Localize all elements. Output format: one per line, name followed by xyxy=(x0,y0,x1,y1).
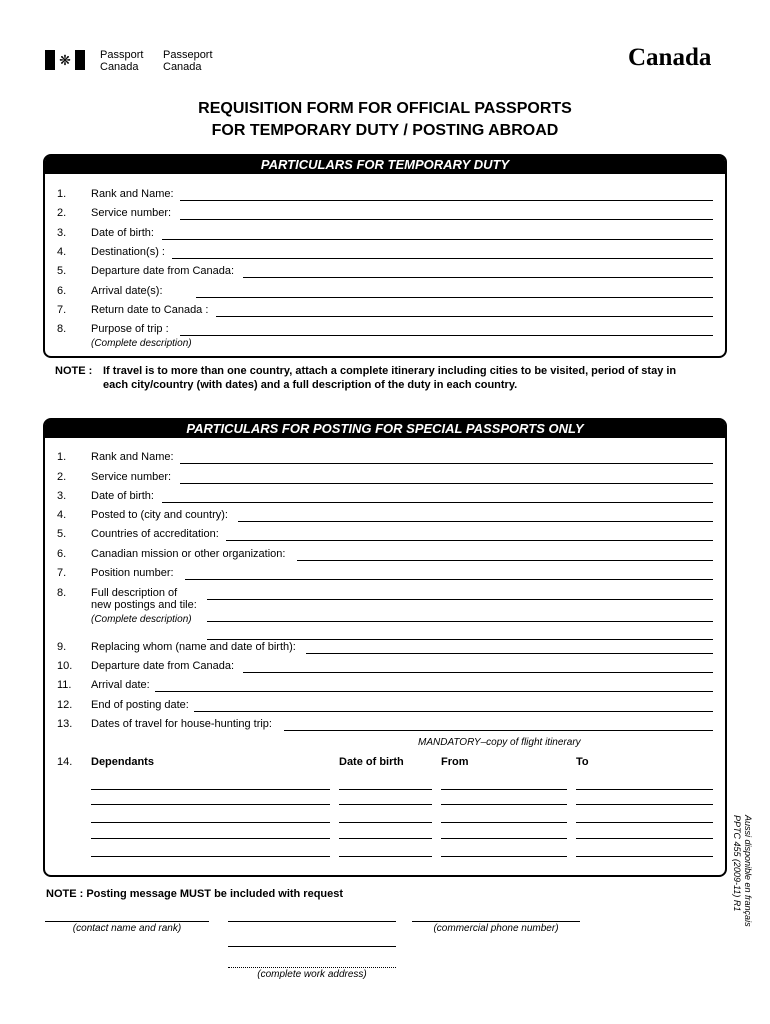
post-item-number: 2. xyxy=(57,471,67,483)
address-caption: (complete work address) xyxy=(257,969,367,980)
dependant-from-line[interactable] xyxy=(441,804,567,805)
post-item-number: 7. xyxy=(57,567,67,579)
post-item-input-line[interactable] xyxy=(162,502,713,503)
post-item-number: 9. xyxy=(57,641,67,653)
dependant-to-line[interactable] xyxy=(576,789,713,790)
td-item-number: 3. xyxy=(57,227,67,239)
mandatory-note: MANDATORY–copy of flight itinerary xyxy=(418,737,581,748)
td-item-number: 7. xyxy=(57,304,67,316)
canada-wordmark: Canada xyxy=(628,44,712,71)
post-item-label: Position number: xyxy=(91,567,174,579)
td-item-input-line[interactable] xyxy=(180,335,713,336)
post-item-input-line[interactable] xyxy=(180,483,713,484)
td-item-input-line[interactable] xyxy=(180,219,713,220)
post-item-number: 8. xyxy=(57,587,67,599)
td-item-number: 2. xyxy=(57,207,67,219)
contact-name-caption: (contact name and rank) xyxy=(72,923,182,934)
form-title-line1: REQUISITION FORM FOR OFFICIAL PASSPORTS xyxy=(198,100,572,117)
org-name-fr xyxy=(163,49,213,73)
td-item-label: Return date to Canada : xyxy=(91,304,209,316)
post-item-label: Service number: xyxy=(91,471,172,483)
td-item-number: 1. xyxy=(57,188,67,200)
item14-number: 14. xyxy=(57,756,73,768)
post-item-label: Canadian mission or other organization: xyxy=(91,548,286,560)
dependant-dob-line[interactable] xyxy=(339,789,432,790)
post-item-input-line[interactable] xyxy=(238,521,713,522)
post-item-input-line[interactable] xyxy=(194,711,713,712)
dependant-to-line[interactable] xyxy=(576,822,713,823)
note1-text-line1: If travel is to more than one country, attach a complete itinerary including cities to be visited, period of stay in xyxy=(103,365,677,377)
phone-caption: (commercial phone number) xyxy=(433,923,559,934)
td-item-label: Departure date from Canada: xyxy=(91,265,235,277)
item8-line-2[interactable] xyxy=(207,621,713,622)
post-item-label: Full description of xyxy=(91,587,178,599)
dependant-name-line[interactable] xyxy=(91,789,330,790)
item8-line-3[interactable] xyxy=(207,639,713,640)
post-item-number: 10. xyxy=(57,660,73,672)
form-title-line2: FOR TEMPORARY DUTY / POSTING ABROAD xyxy=(211,122,559,139)
post-item-number: 1. xyxy=(57,451,67,463)
purpose-sub-caption: (Complete description) xyxy=(91,338,192,349)
col-dependants: Dependants xyxy=(91,756,154,768)
td-item-number: 4. xyxy=(57,246,67,258)
item8-label-line2: new postings and tile: xyxy=(91,599,197,611)
org-en-line2: Canada xyxy=(100,61,139,73)
col-from: From xyxy=(441,756,469,768)
post-item-label: End of posting date: xyxy=(91,699,189,711)
post-item-input-line[interactable] xyxy=(243,672,713,673)
td-item-number: 6. xyxy=(57,285,67,297)
phone-line[interactable] xyxy=(412,921,580,922)
post-item-label: Date of birth: xyxy=(91,490,154,502)
dependant-dob-line[interactable] xyxy=(339,856,432,857)
org-fr-line2: Canada xyxy=(163,61,202,73)
dependant-to-line[interactable] xyxy=(576,838,713,839)
dependant-to-line[interactable] xyxy=(576,804,713,805)
post-item-input-line[interactable] xyxy=(284,730,713,731)
dependant-dob-line[interactable] xyxy=(339,838,432,839)
post-item-label: Posted to (city and country): xyxy=(91,509,228,521)
td-item-input-line[interactable] xyxy=(196,297,713,298)
side-text-line2: PPTC 455 (2009-11) R1 xyxy=(732,815,742,912)
td-item-label: Service number: xyxy=(91,207,172,219)
td-item-input-line[interactable] xyxy=(162,239,713,240)
post-item-label: Departure date from Canada: xyxy=(91,660,235,672)
address-line-1[interactable] xyxy=(228,921,396,922)
td-item-label: Rank and Name: xyxy=(91,188,174,200)
col-date-of-birth: Date of birth xyxy=(339,756,404,768)
canada-flag-logo xyxy=(45,50,85,70)
dependant-from-line[interactable] xyxy=(441,822,567,823)
post-item-input-line[interactable] xyxy=(306,653,713,654)
dependant-name-line[interactable] xyxy=(91,804,330,805)
post-item-input-line[interactable] xyxy=(185,579,713,580)
note1-label: NOTE : xyxy=(55,365,93,377)
td-item-label: Destination(s) : xyxy=(91,246,165,258)
dependant-from-line[interactable] xyxy=(441,789,567,790)
dependant-name-line[interactable] xyxy=(91,822,330,823)
post-item-label: Rank and Name: xyxy=(91,451,174,463)
side-availability-text xyxy=(731,815,753,927)
post-item-input-line[interactable] xyxy=(297,560,713,561)
note2: NOTE : Posting message MUST be included with request xyxy=(46,888,344,900)
dependant-to-line[interactable] xyxy=(576,856,713,857)
post-item-number: 3. xyxy=(57,490,67,502)
post-item-number: 13. xyxy=(57,718,73,730)
dependant-name-line[interactable] xyxy=(91,856,330,857)
address-line-2[interactable] xyxy=(228,946,396,947)
dependant-from-line[interactable] xyxy=(441,838,567,839)
post-item-input-line[interactable] xyxy=(207,599,713,600)
section-temporary-duty-heading: PARTICULARS FOR TEMPORARY DUTY xyxy=(45,156,725,174)
post-item-number: 4. xyxy=(57,509,67,521)
post-item-label: Dates of travel for house-hunting trip: xyxy=(91,718,272,730)
dependant-name-line[interactable] xyxy=(91,838,330,839)
td-item-input-line[interactable] xyxy=(180,200,713,201)
org-en-line1: Passport xyxy=(100,49,144,61)
td-item-label: Purpose of trip : xyxy=(91,323,169,335)
post-item-input-line[interactable] xyxy=(180,463,713,464)
address-line-3[interactable] xyxy=(228,967,396,968)
dependant-from-line[interactable] xyxy=(441,856,567,857)
side-text-line1: Aussi disponible en français xyxy=(743,815,753,927)
td-item-input-line[interactable] xyxy=(172,258,713,259)
td-item-label: Date of birth: xyxy=(91,227,154,239)
td-item-input-line[interactable] xyxy=(216,316,713,317)
contact-name-line[interactable] xyxy=(45,921,209,922)
post-item-input-line[interactable] xyxy=(155,691,713,692)
dependant-dob-line[interactable] xyxy=(339,822,432,823)
note1-text-line2: each city/country (with dates) and a full description of the duty in each country. xyxy=(103,379,518,391)
post-item-label: Replacing whom (name and date of birth): xyxy=(91,641,296,653)
maple-leaf-icon: ❋ xyxy=(59,52,71,68)
post-item-label: Countries of accreditation: xyxy=(91,528,219,540)
section-posting-heading: PARTICULARS FOR POSTING FOR SPECIAL PASSPORTS ONLY xyxy=(45,420,725,438)
post-item-number: 6. xyxy=(57,548,67,560)
col-to: To xyxy=(576,756,589,768)
post-item-input-line[interactable] xyxy=(226,540,713,541)
org-fr-line1: Passeport xyxy=(163,49,213,61)
td-item-label: Arrival date(s): xyxy=(91,285,163,297)
td-item-number: 8. xyxy=(57,323,67,335)
td-item-input-line[interactable] xyxy=(243,277,713,278)
post-item-number: 12. xyxy=(57,699,73,711)
post-item-number: 11. xyxy=(57,679,72,691)
dependant-dob-line[interactable] xyxy=(339,804,432,805)
item8-sub-caption: (Complete description) xyxy=(91,614,192,625)
td-item-number: 5. xyxy=(57,265,67,277)
org-name-en xyxy=(100,49,143,73)
post-item-label: Arrival date: xyxy=(91,679,150,691)
post-item-number: 5. xyxy=(57,528,67,540)
